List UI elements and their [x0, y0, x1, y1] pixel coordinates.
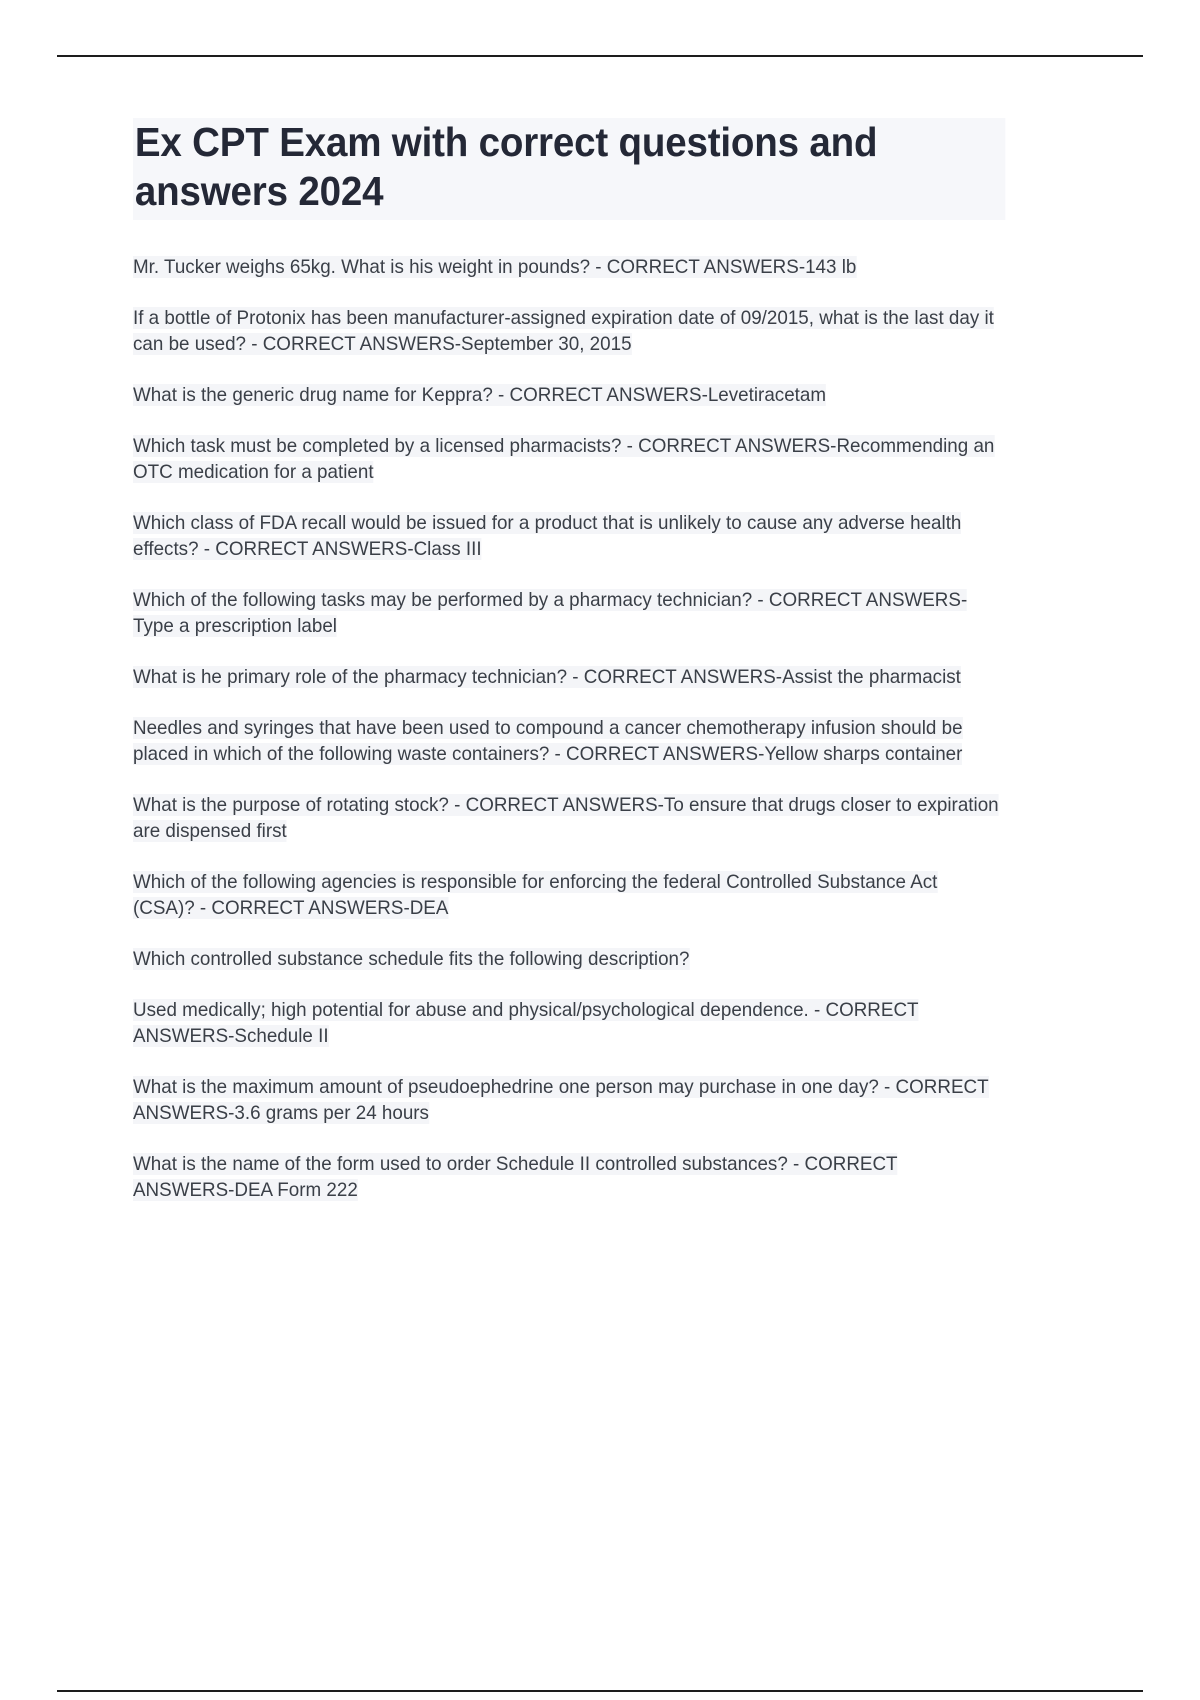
qa-item: [133, 382, 1001, 408]
qa-item: [133, 433, 1001, 485]
qa-text: Which of the following tasks may be performed by a pharmacy technician? - CORRECT ANSWERS-Type a prescription label: [133, 589, 968, 638]
qa-text: Used medically; high potential for abuse and physical/psychological dependence. - CORRECT ANSWERS-Schedule II: [133, 999, 919, 1048]
qa-text: What is the purpose of rotating stock? - CORRECT ANSWERS-To ensure that drugs closer to expiration are dispensed first: [133, 794, 999, 843]
qa-paragraph: [133, 382, 1001, 408]
page-title: Ex CPT Exam with correct questions and answers 2024: [133, 118, 1005, 220]
qa-paragraph: [133, 997, 1001, 1049]
qa-item: [133, 946, 1001, 972]
qa-paragraph: [133, 510, 1001, 562]
qa-text: Which task must be completed by a licensed pharmacists? - CORRECT ANSWERS-Recommending an OTC medication for a patient: [133, 435, 995, 484]
qa-item: [133, 869, 1001, 921]
qa-text: Which controlled substance schedule fits the following description?: [133, 948, 690, 971]
qa-text: Which of the following agencies is responsible for enforcing the federal Controlled Substance Act (CSA)? - CORRECT ANSWERS-DEA: [133, 871, 938, 920]
qa-item: [133, 510, 1001, 562]
qa-item: [133, 254, 1001, 280]
qa-text: What is the maximum amount of pseudoephedrine one person may purchase in one day? - CORRECT ANSWERS-3.6 grams per 24 hours: [133, 1076, 989, 1125]
qa-item: [133, 1074, 1001, 1126]
qa-item: [133, 997, 1001, 1049]
qa-text: Needles and syringes that have been used to compound a cancer chemotherapy infusion should be placed in which of the following waste containers? - CORRECT ANSWERS-Yellow sharps container: [133, 717, 963, 766]
qa-item: [133, 1151, 1001, 1203]
qa-paragraph: [133, 792, 1001, 844]
document-content: [133, 118, 1001, 1228]
qa-paragraph: [133, 946, 1001, 972]
qa-paragraph: [133, 664, 1001, 690]
qa-paragraph: [133, 869, 1001, 921]
qa-text: What is the name of the form used to order Schedule II controlled substances? - CORRECT ANSWERS-DEA Form 222: [133, 1153, 898, 1202]
qa-paragraph: [133, 587, 1001, 639]
qa-text: Which class of FDA recall would be issued for a product that is unlikely to cause any adverse health effects? - CORRECT ANSWERS-Class III: [133, 512, 962, 561]
qa-item: [133, 792, 1001, 844]
bottom-divider-rule: [57, 1690, 1143, 1692]
qa-text: If a bottle of Protonix has been manufacturer-assigned expiration date of 09/2015, what is the last day it can be used? - CORRECT ANSWERS-September 30, 2015: [133, 307, 994, 356]
qa-item: [133, 587, 1001, 639]
qa-item: [133, 305, 1001, 357]
qa-item: [133, 715, 1001, 767]
qa-text: What is he primary role of the pharmacy technician? - CORRECT ANSWERS-Assist the pharmacist: [133, 666, 961, 689]
qa-paragraph: [133, 715, 1001, 767]
qa-paragraph: [133, 305, 1001, 357]
top-divider-rule: [57, 55, 1143, 57]
qa-paragraph: [133, 1074, 1001, 1126]
qa-list: [133, 254, 1001, 1203]
qa-paragraph: [133, 1151, 1001, 1203]
qa-text: What is the generic drug name for Keppra? - CORRECT ANSWERS-Levetiracetam: [133, 384, 827, 407]
qa-paragraph: [133, 433, 1001, 485]
qa-paragraph: [133, 254, 1001, 280]
qa-text: Mr. Tucker weighs 65kg. What is his weight in pounds? - CORRECT ANSWERS-143 lb: [133, 256, 857, 279]
qa-item: [133, 664, 1001, 690]
